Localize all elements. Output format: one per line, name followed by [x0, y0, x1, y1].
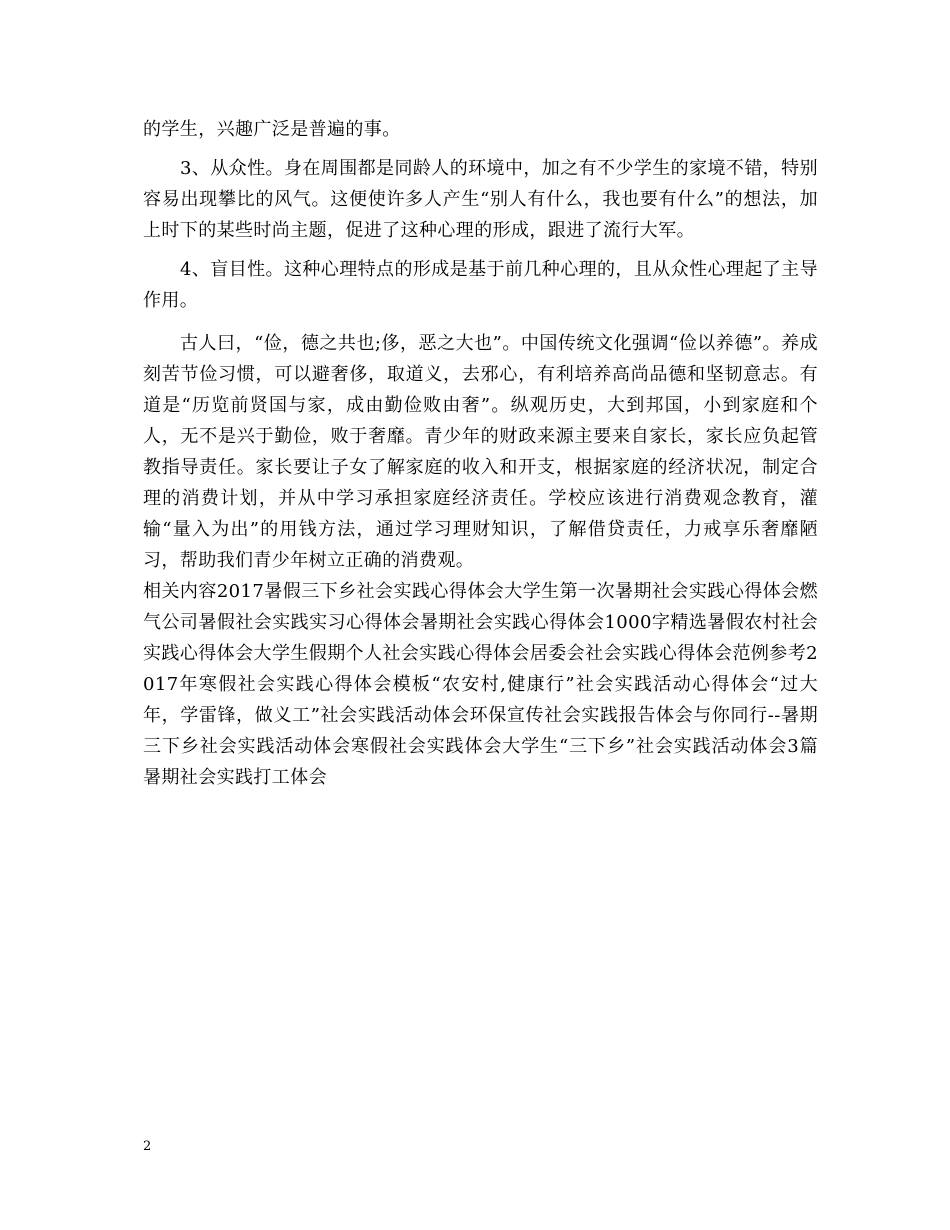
paragraph-continuation: 的学生，兴趣广泛是普遍的事。 [143, 119, 401, 140]
paragraph-thrift: 古人曰，“俭，德之共也;侈，恶之大也”。中国传统文化强调“俭以养德”。养成刻苦节俭习惯，可以避奢侈，取道义，去邪心，有利培养高尚品德和坚韧意志。有道是“历览前贤国与家，成由勤俭败由奢”。纵观历史，大到邦国，小到家庭和个人，无不是兴于勤俭，败于奢靡。青少年的财政来源主要来自家长，家长应负起管教指导责任。家长要让子女了解家庭的收入和开支，根据家庭的经济状况，制定合理的消费计划，并从中学习承担家庭经济责任。学校应该进行消费观念教育，灌输“量入为出”的用钱方法，通过学习理财知识，了解借贷责任，力戒享乐奢靡陋习，帮助我们青少年树立正确的消费观。 [143, 333, 818, 571]
paragraph-blindness: 4、盲目性。这种心理特点的形成是基于前几种心理的，且从众性心理起了主导作用。 [143, 259, 818, 311]
paragraph-conformity: 3、从众性。身在周围都是同龄人的环境中，加之有不少学生的家境不错，特别容易出现攀比的风气。这便使许多人产生“别人有什么，我也要有什么”的想法，加上时下的某些时尚主题，促进了这种心理的形成，跟进了流行大军。 [143, 158, 818, 241]
related-content: 相关内容2017暑假三下乡社会实践心得体会大学生第一次暑期社会实践心得体会燃气公司暑假社会实践实习心得体会暑期社会实践心得体会1000字精选暑假农村社会实践心得体会大学生假期个人社会实践心得体会居委会社会实践心得体会范例参考2017年寒假社会实践心得体会模板“农安村,健康行”社会实践活动心得体会“过大年，学雷锋，做义工”社会实践活动体会环保宣传社会实践报告体会与你同行--暑期三下乡社会实践活动体会寒假社会实践体会大学生“三下乡”社会实践活动体会3篇暑期社会实践打工体会 [143, 581, 818, 788]
document-body [143, 114, 818, 793]
page-number: 2 [143, 1139, 152, 1154]
